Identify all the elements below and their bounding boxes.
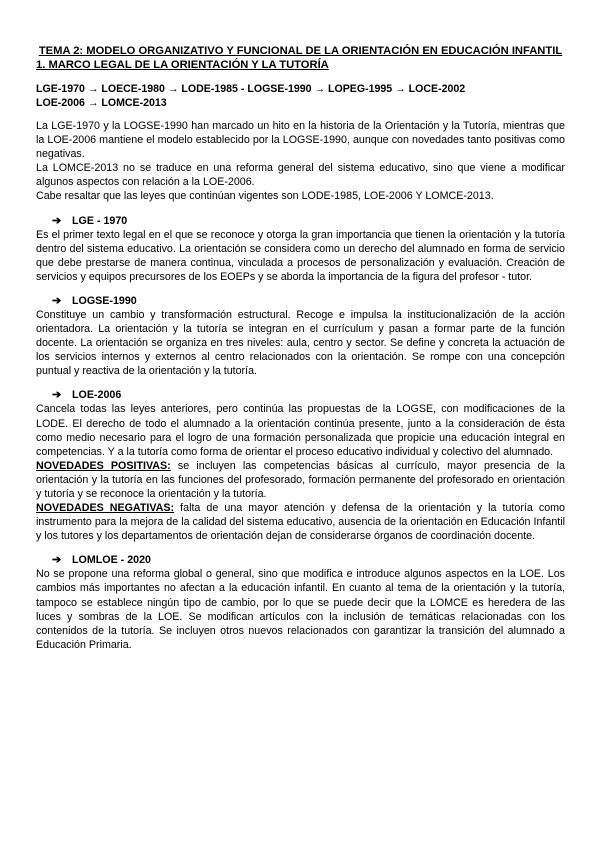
loe-negative-paragraph xyxy=(36,501,565,543)
intro-paragraph-1: La LGE-1970 y la LOGSE-1990 han marcado un hito en la historia de la Orientación y la Tutoría, mientras que la LOE-2006 mantiene el modelo establecido por la LOGSE-1990, aunque con novedades tanto positivas como negativas. xyxy=(36,120,565,161)
intro-paragraph-2: La LOMCE-2013 no se traduce en una reforma general del sistema educativo, sino que viene a modificar algunos aspectos con relación a la LOE-2006. xyxy=(36,162,565,189)
section-heading-logse xyxy=(52,294,565,308)
arrow-right-icon: ➔ xyxy=(52,389,62,402)
negative-label: NOVEDADES NEGATIVAS: xyxy=(36,502,175,515)
heading-text: LOMLOE - 2020 xyxy=(72,554,151,567)
arrow-right-icon: ➔ xyxy=(52,554,62,567)
positive-label: NOVEDADES POSITIVAS: xyxy=(36,459,171,472)
loe-positive-paragraph xyxy=(36,459,565,501)
arrow-right-icon: ➔ xyxy=(52,294,62,307)
section-heading-lomloe xyxy=(52,553,565,567)
section-heading-loe xyxy=(52,388,565,402)
positive-text: se incluyen las competencias básicas al currículo, mayor presencia de la orientación y la tutoría en las funciones del profesorado, formación permanente del profesorado en orientación y tutoría y se reconoce la orientación y la tutoría. xyxy=(36,459,565,500)
section-heading-lge xyxy=(52,214,565,228)
logse-paragraph: Constituye un cambio y transformación estructural. Recoge e impulsa la institucionalización de la acción orientadora. La orientación y la tutoría se integran en el currículum y pasan a formar parte de la función docente. La orientación se organiza en tres niveles: aula, centro y sector. Se define y concreta la actuación de los servicios internos y externos al centro relacionados con la orientación. Se rompe con una concepción puntual y reactiva de la orientación y la tutoría. xyxy=(36,308,565,378)
timeline-line-1: LGE-1970 → LOECE-1980 → LODE-1985 - LOGSE-1990 → LOPEG-1995 → LOCE-2002 xyxy=(36,83,466,95)
loe-paragraph: Cancela todas las leyes anteriores, pero continúa las propuestas de la LOGSE, con modificaciones de la LODE. El derecho de todo el alumnado a la orientación continúa presente, junto a la consideración de ésta como medio necesario para el logro de una formación personalizada que propicie una educación integral en competencias. Y a la tutoría como forma de orientar el proceso educativo individual y colectivo del alumnado. xyxy=(36,403,565,458)
intro-paragraph-3: Cabe resaltar que las leyes que continúan vigentes son LODE-1985, LOE-2006 Y LOMCE-2013. xyxy=(36,190,494,203)
intro-block xyxy=(36,119,565,204)
law-timeline xyxy=(36,82,565,110)
heading-text: LOE-2006 xyxy=(72,389,122,402)
arrow-right-icon: ➔ xyxy=(52,214,62,227)
lomloe-paragraph: No se propone una reforma global o general, sino que modifica e introduce algunos aspectos en la LOE. Los cambios más importantes no afectan a la educación infantil. En cuanto al tema de la orientación y la tutoría, tampoco se establece ningún tipo de cambio, por lo que se puede decir que la LOMCE es heredera de las luces y sombras de la LOE. Se modifican artículos con la inclusión de temáticas relacionadas con los contenidos de la tutoría. Se incluyen otros nuevos relacionados con garantizar la transición del alumnado a Educación Primaria. xyxy=(36,568,565,651)
negative-text: falta de una mayor atención y defensa de la orientación y la tutoría como instrumento para la mejora de la calidad del sistema educativo, ausencia de la orientación en Educación Infantil y los tutores y los departamentos de orientación dejan de considerarse órganos de coordinación docente. xyxy=(36,502,565,543)
heading-text: LOGSE-1990 xyxy=(72,294,137,307)
lge-paragraph: Es el primer texto legal en el que se reconoce y otorga la gran importancia que tienen la orientación y la tutoría dentro del sistema educativo. La orientación se considera como un derecho del alumnado en forma de servicio que debe prestarse de manera continua, vinculada a procesos de personalización y evaluación. Creación de servicios y equipos precursores de los EOEPs y se aborda la importancia de la figura del profesor - tutor. xyxy=(36,228,565,283)
timeline-line-2: LOE-2006 → LOMCE-2013 xyxy=(36,97,167,109)
section-title: 1. MARCO LEGAL DE LA ORIENTACIÓN Y LA TUTORÍA xyxy=(36,59,329,71)
document-title: TEMA 2: MODELO ORGANIZATIVO Y FUNCIONAL DE LA ORIENTACIÓN EN EDUCACIÓN INFANTIL xyxy=(38,45,563,57)
heading-text: LGE - 1970 xyxy=(72,214,128,227)
